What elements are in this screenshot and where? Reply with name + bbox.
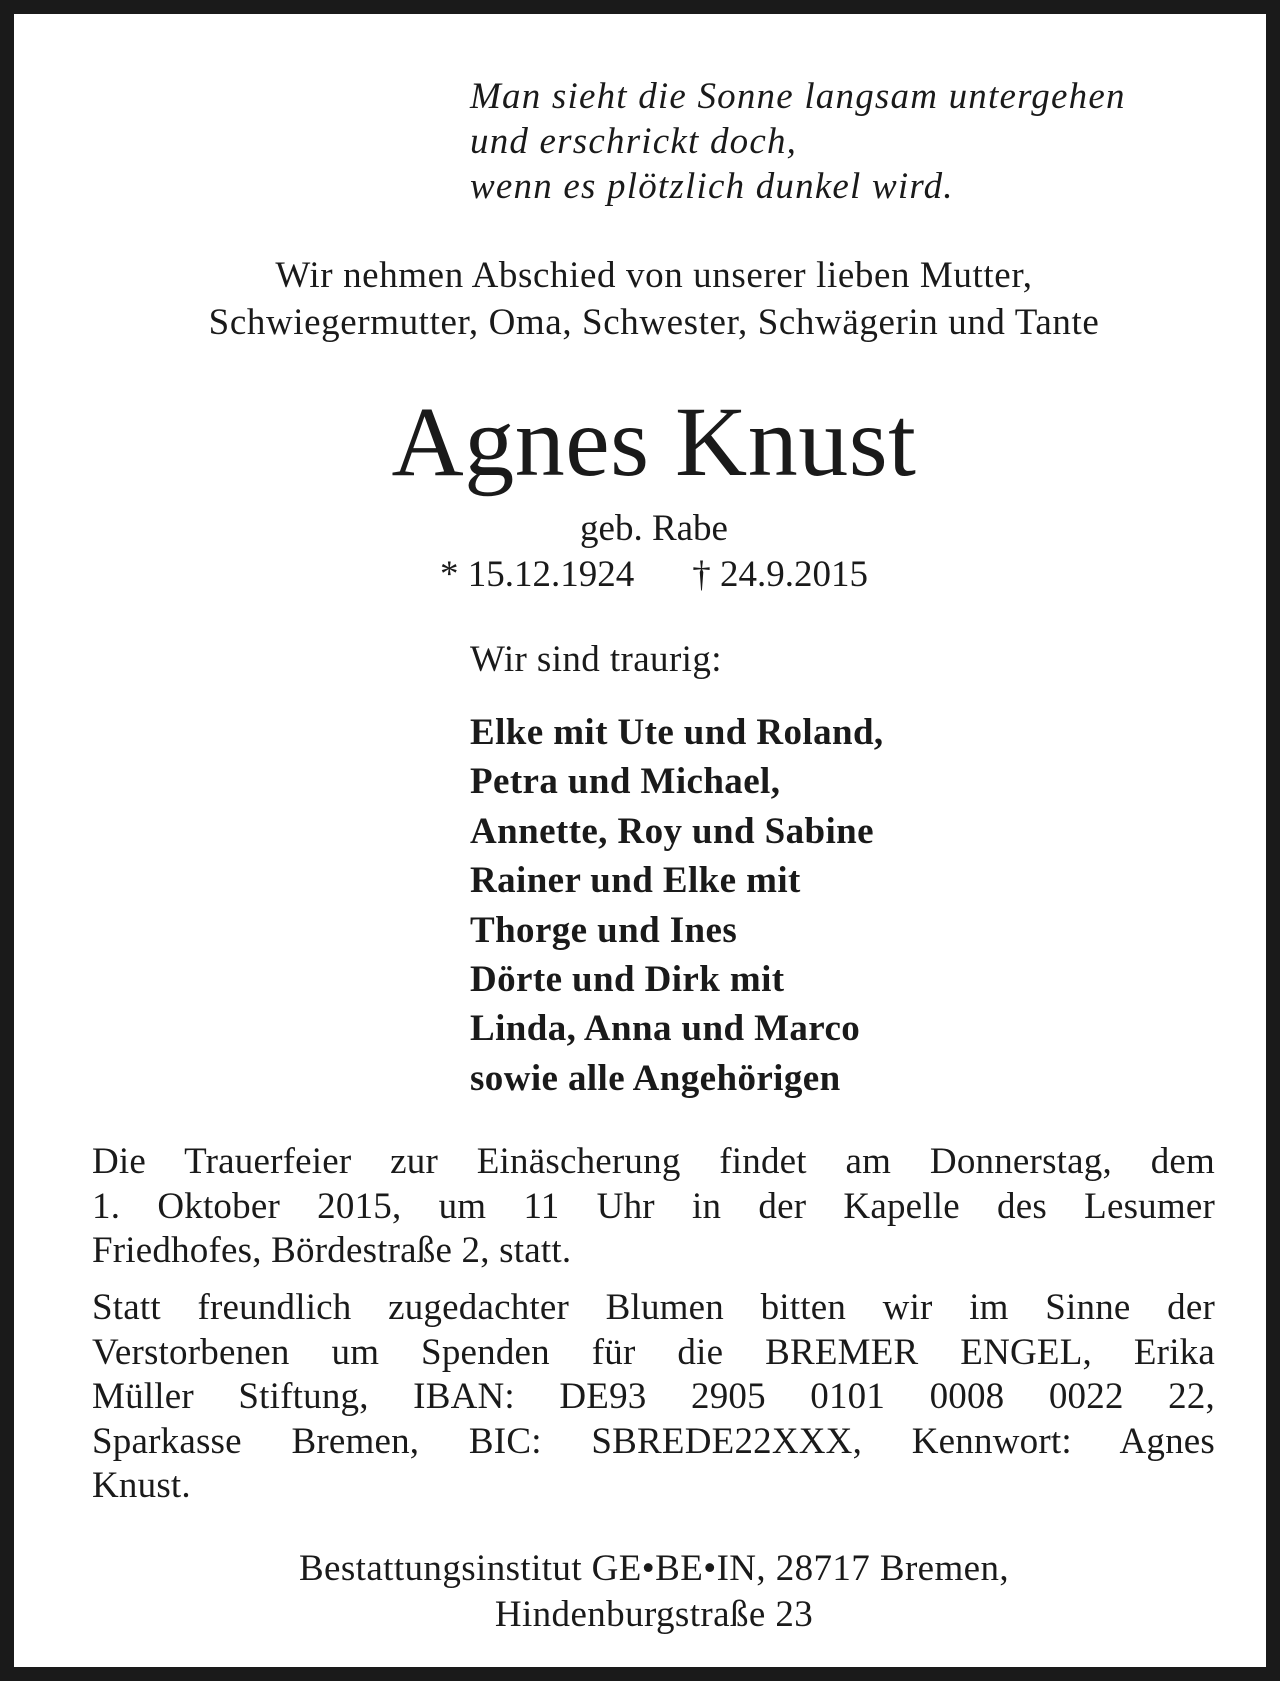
maiden-name: geb. Rabe [580, 508, 728, 549]
quote-line: wenn es plötzlich dunkel wird. [470, 166, 954, 207]
donation-line: Müller Stiftung, IBAN: DE93 2905 0101 0008 0022 22, [92, 1376, 1215, 1417]
mourner-line: Elke mit Ute und Roland, [470, 712, 884, 753]
quote-line: und erschrickt doch, [470, 121, 798, 162]
deceased-name: Agnes Knust [391, 386, 917, 497]
quote-line: Man sieht die Sonne langsam untergehen [470, 76, 1126, 117]
donation-line: Knust. [92, 1465, 191, 1506]
opening-quote [470, 74, 1126, 209]
birth-date: * 15.12.1924 [440, 554, 635, 595]
funeral-home-line: Bestattungsinstitut GE•BE•IN, 28717 Bremen, [298, 1548, 1010, 1589]
funeral-line: Friedhofes, Bördestraße 2, statt. [92, 1230, 572, 1271]
mourners-list [470, 708, 884, 1103]
donation-line: Sparkasse Bremen, BIC: SBREDE22XXX, Kennwort: Agnes [92, 1420, 1215, 1462]
donation-line: Verstorbenen um Spenden für die BREMER ENGEL, Erika [92, 1331, 1215, 1373]
mourner-line: Petra und Michael, [470, 761, 781, 803]
mourners-heading: Wir sind traurig: [470, 639, 722, 680]
funeral-home [14, 1546, 1280, 1638]
mourner-line: Linda, Anna und Marco [470, 1008, 861, 1050]
farewell-intro [14, 252, 1280, 346]
mourner-line: Rainer und Elke mit [470, 860, 801, 902]
mourner-line: sowie alle Angehörigen [470, 1057, 841, 1099]
mourner-line: Annette, Roy und Sabine [470, 810, 874, 852]
funeral-line: 1. Oktober 2015, um 11 Uhr in der Kapelle des Lesumer [92, 1185, 1215, 1227]
intro-line: Wir nehmen Abschied von unserer lieben Mutter, [275, 255, 1033, 296]
mourner-line: Dörte und Dirk mit [470, 959, 785, 1001]
funeral-line: Die Trauerfeier zur Einäscherung findet am Donnerstag, dem [92, 1141, 1215, 1182]
life-dates [14, 552, 1280, 598]
death-date: † 24.9.2015 [692, 554, 868, 595]
donation-line: Statt freundlich zugedachter Blumen bitten wir im Sinne der [92, 1287, 1215, 1328]
intro-line: Schwiegermutter, Oma, Schwester, Schwägerin und Tante [208, 302, 1100, 343]
donation-request [92, 1286, 1215, 1509]
mourner-line: Thorge und Ines [470, 909, 738, 951]
funeral-home-line: Hindenburgstraße 23 [494, 1594, 814, 1635]
funeral-announcement [92, 1140, 1215, 1274]
